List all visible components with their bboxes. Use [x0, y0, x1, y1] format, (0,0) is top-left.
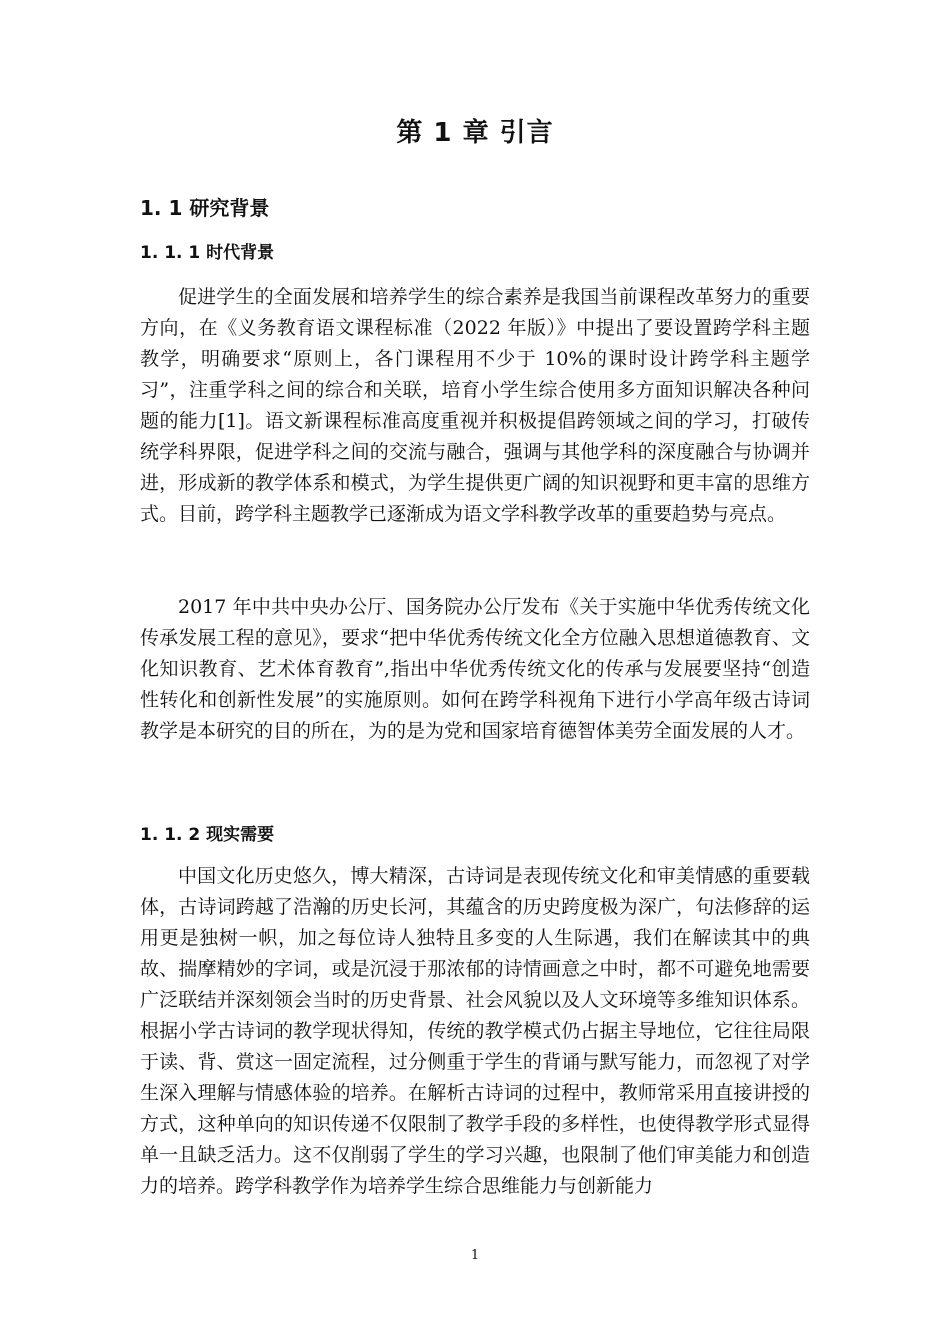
paragraph-era-background-1: 促进学生的全面发展和培养学生的综合素养是我国当前课程改革努力的重要方向，在《义务教育语文课程标准（2022 年版）》中提出了要设置跨学科主题教学，明确要求“原则上，各门课程用不少于 10%的课时设计跨学科主题学习”，注重学科之间的综合和关联，培育小学生综合使用多方面知识解决各种问题的能力[1]。语文新课程标准高度重视并积极提倡跨领域之间的学习，打破传统学科界限，促进学科之间的交流与融合，强调与其他学科的深度融合与协调并进，形成新的教学体系和模式，为学生提供更广阔的知识视野和更丰富的思维方式。目前，跨学科主题教学已逐渐成为语文学科教学改革的重要趋势与亮点。	[140, 286, 810, 525]
paragraph-era-background-2: 2017 年中共中央办公厅、国务院办公厅发布《关于实施中华优秀传统文化传承发展工程的意见》，要求“把中华优秀传统文化全方位融入思想道德教育、文化知识教育、艺术体育教育”,指出中华优秀传统文化的传承与发展要坚持“创造性转化和创新性发展”的实施原则。如何在跨学科视角下进行小学高年级古诗词教学是本研究的目的所在，为的是为党和国家培育德智体美劳全面发展的人才。	[140, 596, 810, 742]
page-number: 1	[470, 1248, 480, 1263]
section-heading-research-background: 1. 1 研究背景	[140, 196, 270, 220]
paragraph-practical-need-1: 中国文化历史悠久，博大精深，古诗词是表现传统文化和审美情感的重要载体，古诗词跨越了浩瀚的历史长河，其蕴含的历史跨度极为深广，句法修辞的运用更是独树一帜，加之每位诗人独特且多变的人生际遇，我们在解读其中的典故、揣摩精妙的字词，或是沉浸于那浓郁的诗情画意之中时，都不可避免地需要广泛联结并深刻领会当时的历史背景、社会风貌以及人文环境等多维知识体系。根据小学古诗词的教学现状得知，传统的教学模式仍占据主导地位，它往往局限于读、背、赏这一固定流程，过分侧重于学生的背诵与默写能力，而忽视了对学生深入理解与情感体验的培养。在解析古诗词的过程中，教师常采用直接讲授的方式，这种单向的知识传递不仅限制了教学手段的多样性，也使得教学形式显得单一且缺乏活力。这不仅削弱了学生的学习兴趣，也限制了他们审美能力和创造力的培养。跨学科教学作为培养学生综合思维能力与创新能力	[140, 865, 810, 1197]
chapter-title: 第 1 章 引言	[396, 118, 554, 148]
subsection-heading-era-background: 1. 1. 1 时代背景	[140, 243, 275, 263]
subsection-heading-practical-need: 1. 1. 2 现实需要	[140, 825, 275, 845]
